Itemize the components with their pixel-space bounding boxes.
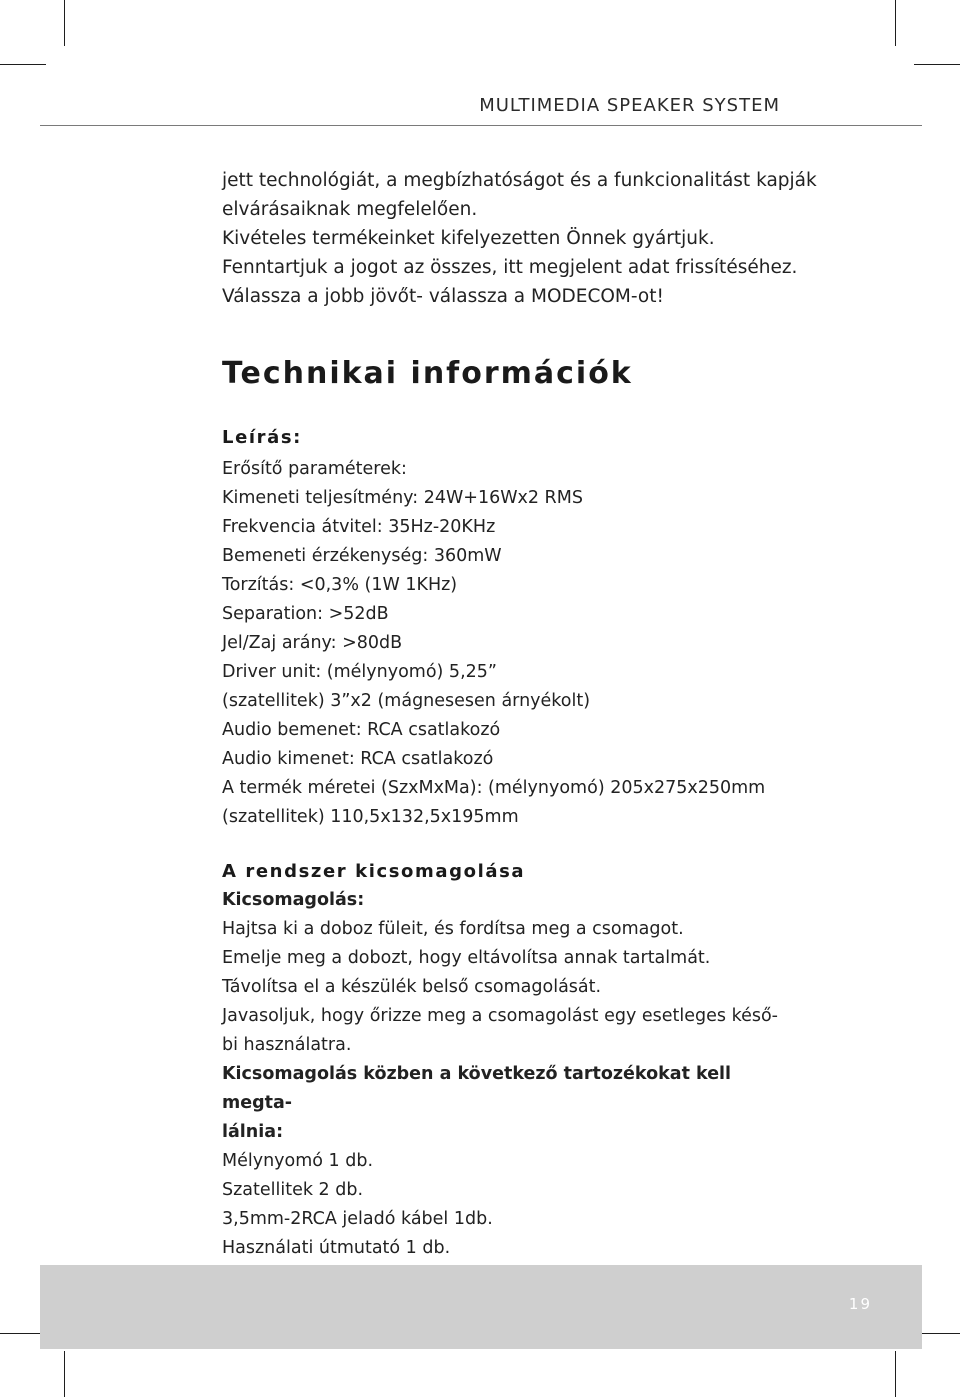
unpacking-label: Kicsomagolás: bbox=[222, 890, 365, 910]
spec-line: Bemeneti érzékenység: 360mW bbox=[222, 546, 502, 566]
spec-line: Audio kimenet: RCA csatlakozó bbox=[222, 749, 494, 769]
crop-mark bbox=[0, 64, 46, 65]
unpacking-step: Javasoljuk, hogy őrizze meg a csomagolást egy esetleges késő- bbox=[222, 1006, 778, 1026]
intro-paragraph bbox=[222, 166, 822, 311]
package-item: Mélynyomó 1 db. bbox=[222, 1151, 374, 1171]
technical-heading: Technikai információk bbox=[222, 356, 633, 391]
spec-line: Separation: >52dB bbox=[222, 604, 389, 624]
page-number: 19 bbox=[848, 1295, 872, 1313]
intro-line: jett technológiát, a megbízhatóságot és a funkcionalitást kapják bbox=[222, 170, 817, 191]
header-title: MULTIMEDIA SPEAKER SYSTEM bbox=[479, 95, 780, 116]
unpacking-step: Távolítsa el a készülék belső csomagolását. bbox=[222, 977, 602, 997]
package-item: Használati útmutató 1 db. bbox=[222, 1238, 451, 1258]
spec-line: A termék méretei (SzxMxMa): (mélynyomó) 205x275x250mm bbox=[222, 778, 766, 798]
intro-line: Kivételes termékeinket kifelyezetten Önnek gyártjuk. bbox=[222, 228, 715, 249]
spec-line: Audio bemenet: RCA csatlakozó bbox=[222, 720, 501, 740]
spec-line: Torzítás: <0,3% (1W 1KHz) bbox=[222, 575, 458, 595]
spec-line: (szatellitek) 110,5x132,5x195mm bbox=[222, 807, 519, 827]
crop-mark bbox=[895, 1351, 896, 1397]
intro-line: Fenntartjuk a jogot az összes, itt megjelent adat frissítéséhez. bbox=[222, 257, 798, 278]
header-divider bbox=[40, 125, 922, 126]
package-item: Szatellitek 2 db. bbox=[222, 1180, 364, 1200]
package-item: 3,5mm-2RCA jeladó kábel 1db. bbox=[222, 1209, 493, 1229]
spec-list bbox=[222, 455, 842, 832]
spec-line: Kimeneti teljesítmény: 24W+16Wx2 RMS bbox=[222, 488, 583, 508]
unpacking-step: Emelje meg a dobozt, hogy eltávolítsa annak tartalmát. bbox=[222, 948, 711, 968]
crop-mark bbox=[64, 0, 65, 46]
spec-line: Erősítő paraméterek: bbox=[222, 459, 407, 479]
crop-mark bbox=[64, 1351, 65, 1397]
spec-line: (szatellitek) 3”x2 (mágnesesen árnyékolt) bbox=[222, 691, 591, 711]
packaging-section bbox=[222, 886, 802, 1263]
intro-line: elvárásaiknak megfelelően. bbox=[222, 199, 478, 220]
contents-label: lálnia: bbox=[222, 1122, 284, 1142]
description-heading: Leírás: bbox=[222, 427, 302, 448]
unpacking-step: bi használatra. bbox=[222, 1035, 352, 1055]
crop-mark bbox=[914, 64, 960, 65]
unpacking-step: Hajtsa ki a doboz füleit, és fordítsa meg a csomagot. bbox=[222, 919, 684, 939]
spec-line: Frekvencia átvitel: 35Hz-20KHz bbox=[222, 517, 496, 537]
packaging-heading: A rendszer kicsomagolása bbox=[222, 861, 526, 882]
spec-line: Driver unit: (mélynyomó) 5,25” bbox=[222, 662, 497, 682]
footer-bar bbox=[40, 1265, 922, 1349]
contents-label: Kicsomagolás közben a következő tartozékokat kell megta- bbox=[222, 1064, 732, 1113]
crop-mark bbox=[895, 0, 896, 46]
spec-line: Jel/Zaj arány: >80dB bbox=[222, 633, 403, 653]
intro-line: Válassza a jobb jövőt- válassza a MODECOM-ot! bbox=[222, 286, 664, 307]
